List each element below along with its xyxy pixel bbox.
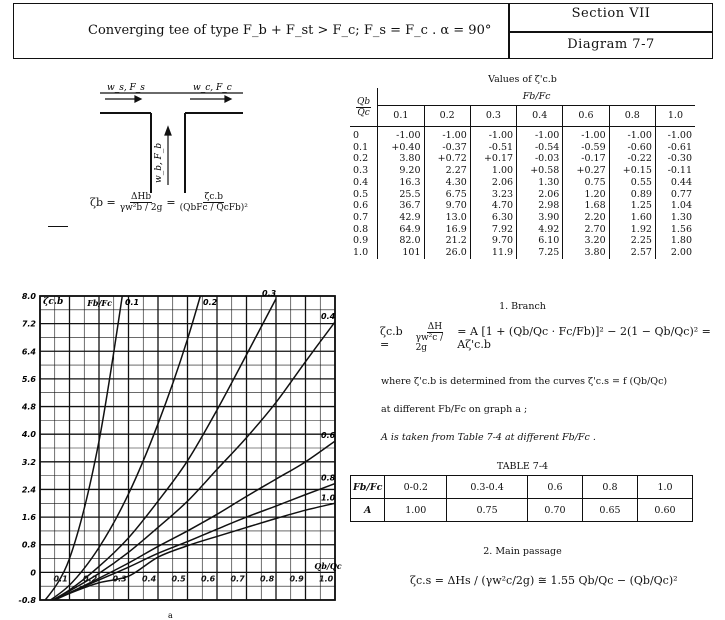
table-cell: 25.5: [378, 189, 424, 201]
table-cell: 6.10: [517, 235, 563, 247]
formula-rhs-den: (QbFc / QcFb)²: [179, 203, 248, 213]
branch-formula: [380, 322, 725, 353]
column-header: 0.1: [378, 106, 424, 127]
table-cell: 0.75: [563, 177, 609, 189]
table-7-4: [350, 475, 693, 522]
table-cell: -0.22: [609, 153, 655, 165]
table-cell: 9.70: [470, 235, 516, 247]
table-cell: -1.00: [609, 127, 655, 142]
main-passage-heading: 2. Main passage: [483, 546, 562, 557]
table-cell: 9.20: [378, 165, 424, 177]
row-q: 0.3: [350, 165, 378, 177]
row-q: 0.1: [350, 142, 378, 154]
y-tick-label: 6.4: [21, 347, 36, 357]
x-tick-label: 0.7: [230, 574, 245, 584]
row-q: 0.7: [350, 212, 378, 224]
table-row: [350, 142, 695, 154]
formula-den: γw²b / 2g: [119, 203, 163, 213]
formula-rhs-num: ζc.b: [204, 192, 224, 202]
table-cell: 13.0: [424, 212, 470, 224]
table-cell: 1.04: [670, 200, 692, 212]
table-cell: -0.59: [563, 142, 609, 154]
curve-label: 0.8: [321, 473, 336, 483]
t74-value: 0.70: [527, 499, 582, 522]
row-q: 0.8: [350, 224, 378, 236]
table-cell: 4.70: [470, 200, 516, 212]
table-cell: 3.20: [563, 235, 609, 247]
table-cell: 1.92: [609, 224, 655, 236]
table-cell: 2.06: [470, 177, 516, 189]
y-tick-label: 1.6: [21, 513, 36, 523]
main-passage-formula: ζc.s = ΔHs / (γw²c/2g) ≅ 1.55 Qb/Qc − (Qb/Qc)²: [410, 574, 678, 587]
margin-mark: [48, 226, 68, 227]
x-axis-label: Qb/Qc: [314, 560, 342, 571]
curve-label: 1.0: [321, 493, 336, 503]
table-cell: -0.37: [424, 142, 470, 154]
t74-value: 0.60: [637, 499, 692, 522]
x-tick-label: 0.8: [260, 574, 275, 584]
table-cell: 2.00: [670, 247, 692, 259]
table-cell: 64.9: [378, 224, 424, 236]
x-tick-label: 0.3: [112, 574, 127, 584]
y-tick-label: 3.2: [21, 457, 36, 467]
table-cell: 16.9: [424, 224, 470, 236]
table-cell: -0.60: [609, 142, 655, 154]
curve-label: 0.3: [262, 288, 277, 298]
branch-formula-lhs: ζc.b =: [380, 324, 403, 351]
table-cell: 42.9: [378, 212, 424, 224]
x-tick-label: 0.1: [53, 574, 68, 584]
table-cell: 2.27: [424, 165, 470, 177]
t74-header: 0.8: [582, 476, 637, 499]
table-cell: 1.20: [563, 189, 609, 201]
branch-formula-rhs: = A [1 + (Qb/Qc · Fc/Fb)]² − 2(1 − Qb/Qc)² = Aζ'c.b: [457, 324, 711, 351]
table-cell: +0.58: [517, 165, 563, 177]
y-tick-label: 0: [30, 568, 36, 578]
table74-title: TABLE 7-4: [496, 461, 549, 472]
table-cell: 7.92: [470, 224, 516, 236]
curve-label: 0.6: [321, 431, 336, 441]
table-cell: -1.00: [667, 130, 692, 141]
x-tick-label: 1.0: [319, 574, 334, 584]
table-cell: -0.61: [667, 141, 692, 153]
table-cell: +0.40: [378, 142, 424, 154]
table-row: [350, 224, 695, 236]
table-cell: -0.11: [667, 165, 692, 177]
table-cell: 1.00: [470, 165, 516, 177]
table-cell: 3.80: [563, 247, 609, 259]
y-tick-label: 4.8: [21, 402, 36, 412]
table-cell: 7.25: [517, 247, 563, 259]
table-cell: -0.03: [517, 153, 563, 165]
formula-eq2: =: [166, 196, 176, 209]
column-header: 0.4: [517, 106, 563, 127]
formula-num: ΔHb: [131, 192, 152, 202]
table-cell: 0.89: [609, 189, 655, 201]
y-tick-label: -0.8: [18, 596, 36, 605]
column-header: 0.8: [609, 106, 655, 127]
y-tick-label: 4.0: [21, 430, 36, 440]
table-cell: 2.70: [563, 224, 609, 236]
branch-where-2: at different Fb/Fc on graph a ;: [381, 404, 528, 415]
legend-label: Fb/Fc: [87, 298, 112, 308]
x-tick-label: 0.4: [142, 574, 157, 584]
table-row: [350, 200, 695, 212]
table-cell: +0.15: [609, 165, 655, 177]
t74-header: 0.3-0.4: [447, 476, 528, 499]
table-cell: 4.30: [424, 177, 470, 189]
table-cell: -1.00: [517, 127, 563, 142]
column-header: 0.3: [470, 106, 516, 127]
table-cell: 2.57: [609, 247, 655, 259]
branch-where-1: where ζ'c.b is determined from the curves ζ'c.s = f (Qb/Qc): [381, 376, 668, 387]
table-cell: -1.00: [470, 127, 516, 142]
table-cell: 1.30: [517, 177, 563, 189]
table-cell: 101: [378, 247, 424, 259]
row-q: 0: [350, 127, 378, 142]
row-q: 0.6: [350, 200, 378, 212]
table-cell: 36.7: [378, 200, 424, 212]
label-combined: w_c, F_c: [193, 83, 232, 93]
table-row: [350, 165, 695, 177]
table-cell: -1.00: [563, 127, 609, 142]
t74-header: 0-0.2: [385, 476, 447, 499]
branch-formula-den: γw²c / 2g: [415, 333, 444, 353]
column-header: 0.6: [563, 106, 609, 127]
curve-label: 0.1: [124, 298, 140, 307]
x-tick-label: 0.6: [201, 574, 216, 584]
values-table: [350, 88, 695, 259]
table-cell: +0.17: [470, 153, 516, 165]
table-cell: -1.00: [378, 127, 424, 142]
zeta-b-formula: [90, 192, 248, 213]
row-q: 0.9: [350, 235, 378, 247]
group-header: Fb/Fc: [378, 88, 695, 106]
table-cell: 11.9: [470, 247, 516, 259]
branch-where-3: A is taken from Table 7-4 at different Fb/Fc .: [381, 432, 596, 443]
t74-value: 1.00: [385, 499, 447, 522]
table-cell: -0.30: [667, 153, 692, 165]
row-q: 0.2: [350, 153, 378, 165]
table-cell: 3.90: [517, 212, 563, 224]
table-row: [350, 127, 695, 142]
diagram-label: Diagram 7-7: [567, 37, 655, 52]
row-q: 0.4: [350, 177, 378, 189]
table-cell: 2.98: [517, 200, 563, 212]
t74-header: 0.6: [527, 476, 582, 499]
table-cell: 1.80: [670, 235, 692, 247]
row-q: 0.5: [350, 189, 378, 201]
table-cell: 1.30: [670, 211, 692, 223]
chart-caption: a: [168, 611, 173, 620]
table-cell: -0.17: [563, 153, 609, 165]
table-row: [350, 247, 695, 259]
table-cell: 1.56: [670, 223, 692, 235]
table-cell: 3.23: [470, 189, 516, 201]
y-tick-label: 8.0: [21, 292, 36, 301]
y-tick-label: 0.8: [21, 540, 36, 550]
table-cell: 1.68: [563, 200, 609, 212]
table-cell: 2.25: [609, 235, 655, 247]
chart: [0, 287, 350, 620]
table-cell: 0.55: [609, 177, 655, 189]
table-cell: -1.00: [424, 127, 470, 142]
table-cell: 1.60: [609, 212, 655, 224]
curve-label: 0.2: [203, 298, 218, 307]
table-cell: 0.77: [670, 188, 692, 200]
branch-formula-num: ΔH: [427, 322, 443, 332]
column-header: 0.2: [424, 106, 470, 127]
branch-heading: 1. Branch: [499, 301, 546, 312]
y-tick-label: 5.6: [21, 374, 36, 384]
row-q: 1.0: [350, 247, 378, 259]
table-cell: 16.3: [378, 177, 424, 189]
t74-label-fb: Fb/Fc: [351, 476, 385, 499]
table-cell: -0.51: [470, 142, 516, 154]
table-cell: 1.25: [609, 200, 655, 212]
table-cell: -0.54: [517, 142, 563, 154]
table-cell: +0.72: [424, 153, 470, 165]
table-cell: +0.27: [563, 165, 609, 177]
x-tick-label: 0.5: [171, 574, 186, 584]
y-axis-label: ζc.b: [43, 297, 64, 307]
label-branch: w_b, F_b: [154, 142, 164, 183]
page-title: Converging tee of type F_b + F_st > F_c; F_s = F_c . α = 90°: [88, 22, 492, 38]
section-label: Section VII: [571, 6, 651, 21]
values-table-title: Values of ζ'c.b: [488, 74, 557, 85]
y-tick-label: 2.4: [21, 485, 36, 495]
table-row: [350, 153, 695, 165]
table-cell: 6.75: [424, 189, 470, 201]
table-cell: 2.20: [563, 212, 609, 224]
table-row: [350, 212, 695, 224]
formula-lhs: ζb =: [90, 196, 116, 209]
table-cell: 2.06: [517, 189, 563, 201]
x-tick-label: 0.2: [83, 574, 98, 584]
curve-label: 0.4: [321, 311, 336, 321]
column-header: 1.0: [655, 106, 695, 127]
table-cell: 9.70: [424, 200, 470, 212]
x-tick-label: 0.9: [289, 574, 304, 584]
table-row: [350, 235, 695, 247]
table-cell: 6.30: [470, 212, 516, 224]
t74-value: 0.75: [447, 499, 528, 522]
t74-value: 0.65: [582, 499, 637, 522]
header-divider-h: [508, 31, 713, 33]
table-cell: 3.80: [378, 153, 424, 165]
table-cell: 4.92: [517, 224, 563, 236]
tee-schematic: [95, 75, 245, 195]
table-cell: 21.2: [424, 235, 470, 247]
table-cell: 26.0: [424, 247, 470, 259]
label-straight-in: w_s, F_s: [107, 83, 145, 93]
table-cell: 0.44: [670, 176, 692, 188]
t74-label-a: A: [351, 499, 385, 522]
table-row: [350, 177, 695, 189]
t74-header: 1.0: [637, 476, 692, 499]
corner-cell: $\frac{Qb}{Qc}$: [350, 88, 378, 127]
table-cell: 82.0: [378, 235, 424, 247]
y-tick-label: 7.2: [21, 319, 36, 329]
table-row: [350, 189, 695, 201]
